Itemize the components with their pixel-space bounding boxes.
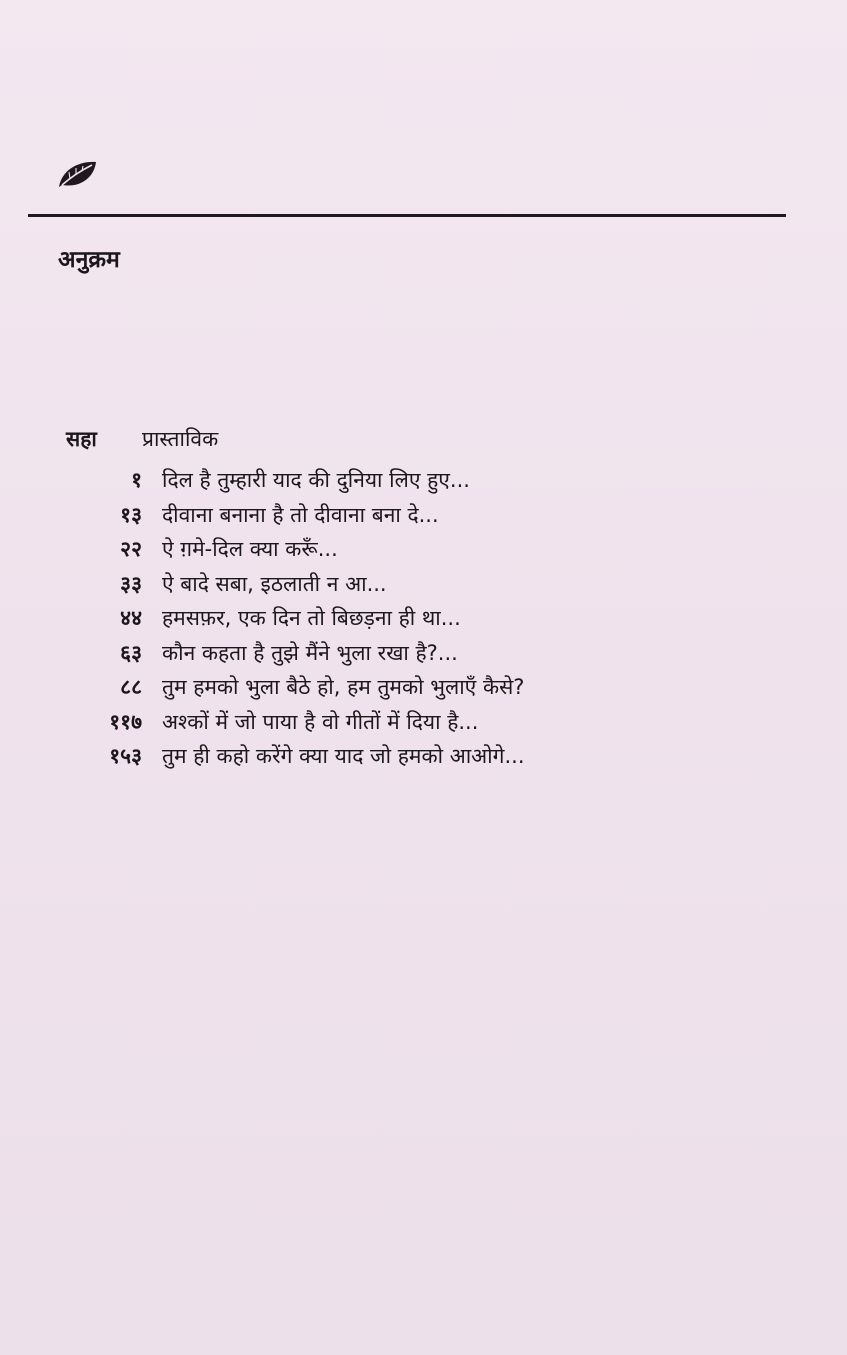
toc-entry-title: दिल है तुम्हारी याद की दुनिया लिए हुए...	[162, 468, 470, 493]
toc-preface-row	[66, 425, 218, 453]
toc-entry-title: दीवाना बनाना है तो दीवाना बना दे...	[162, 502, 439, 527]
toc-entry	[70, 498, 790, 533]
toc-entry-title: तुम हमको भुला बैठे हो, हम तुमको भुलाएँ कैसे?	[162, 675, 525, 700]
toc-entry-page: १	[131, 468, 142, 493]
toc-entry-page: ८८	[120, 675, 142, 700]
toc-entry-title: ऐ ग़मे-दिल क्या करूँ...	[162, 537, 338, 562]
toc-entry-title: ऐ बादे सबा, इठलाती न आ...	[162, 571, 387, 596]
toc-entry-page: २२	[120, 537, 142, 562]
toc-entry	[70, 739, 790, 774]
toc-entry-title: अश्कों में जो पाया है वो गीतों में दिया है...	[162, 709, 479, 734]
toc-entry-page: १५३	[109, 744, 142, 769]
toc-entry-title: तुम ही कहो करेंगे क्या याद जो हमको आओगे...	[162, 744, 525, 769]
toc-entry-page: ३३	[120, 571, 142, 596]
toc-entry-title: हमसफ़र, एक दिन तो बिछड़ना ही था...	[162, 606, 461, 631]
toc-entry	[70, 532, 790, 567]
toc-entry	[70, 567, 790, 602]
leaf-icon	[56, 158, 100, 190]
toc-preface-title: प्रास्ताविक	[142, 427, 219, 451]
header-rule	[28, 214, 786, 217]
toc-entry-page: ६३	[120, 640, 142, 665]
toc-entry	[70, 601, 790, 636]
table-of-contents	[70, 463, 790, 774]
toc-entry	[70, 463, 790, 498]
toc-entry	[70, 670, 790, 705]
toc-entry	[70, 705, 790, 740]
toc-entry-page: १३	[120, 502, 142, 527]
toc-entry-page: ११७	[109, 709, 142, 734]
toc-entry	[70, 636, 790, 671]
toc-entry-page: ४४	[120, 606, 142, 631]
toc-entry-title: कौन कहता है तुझे मैंने भुला रखा है?...	[162, 640, 458, 665]
page-heading: अनुक्रम	[58, 247, 120, 273]
toc-preface-page: सहा	[66, 427, 97, 451]
